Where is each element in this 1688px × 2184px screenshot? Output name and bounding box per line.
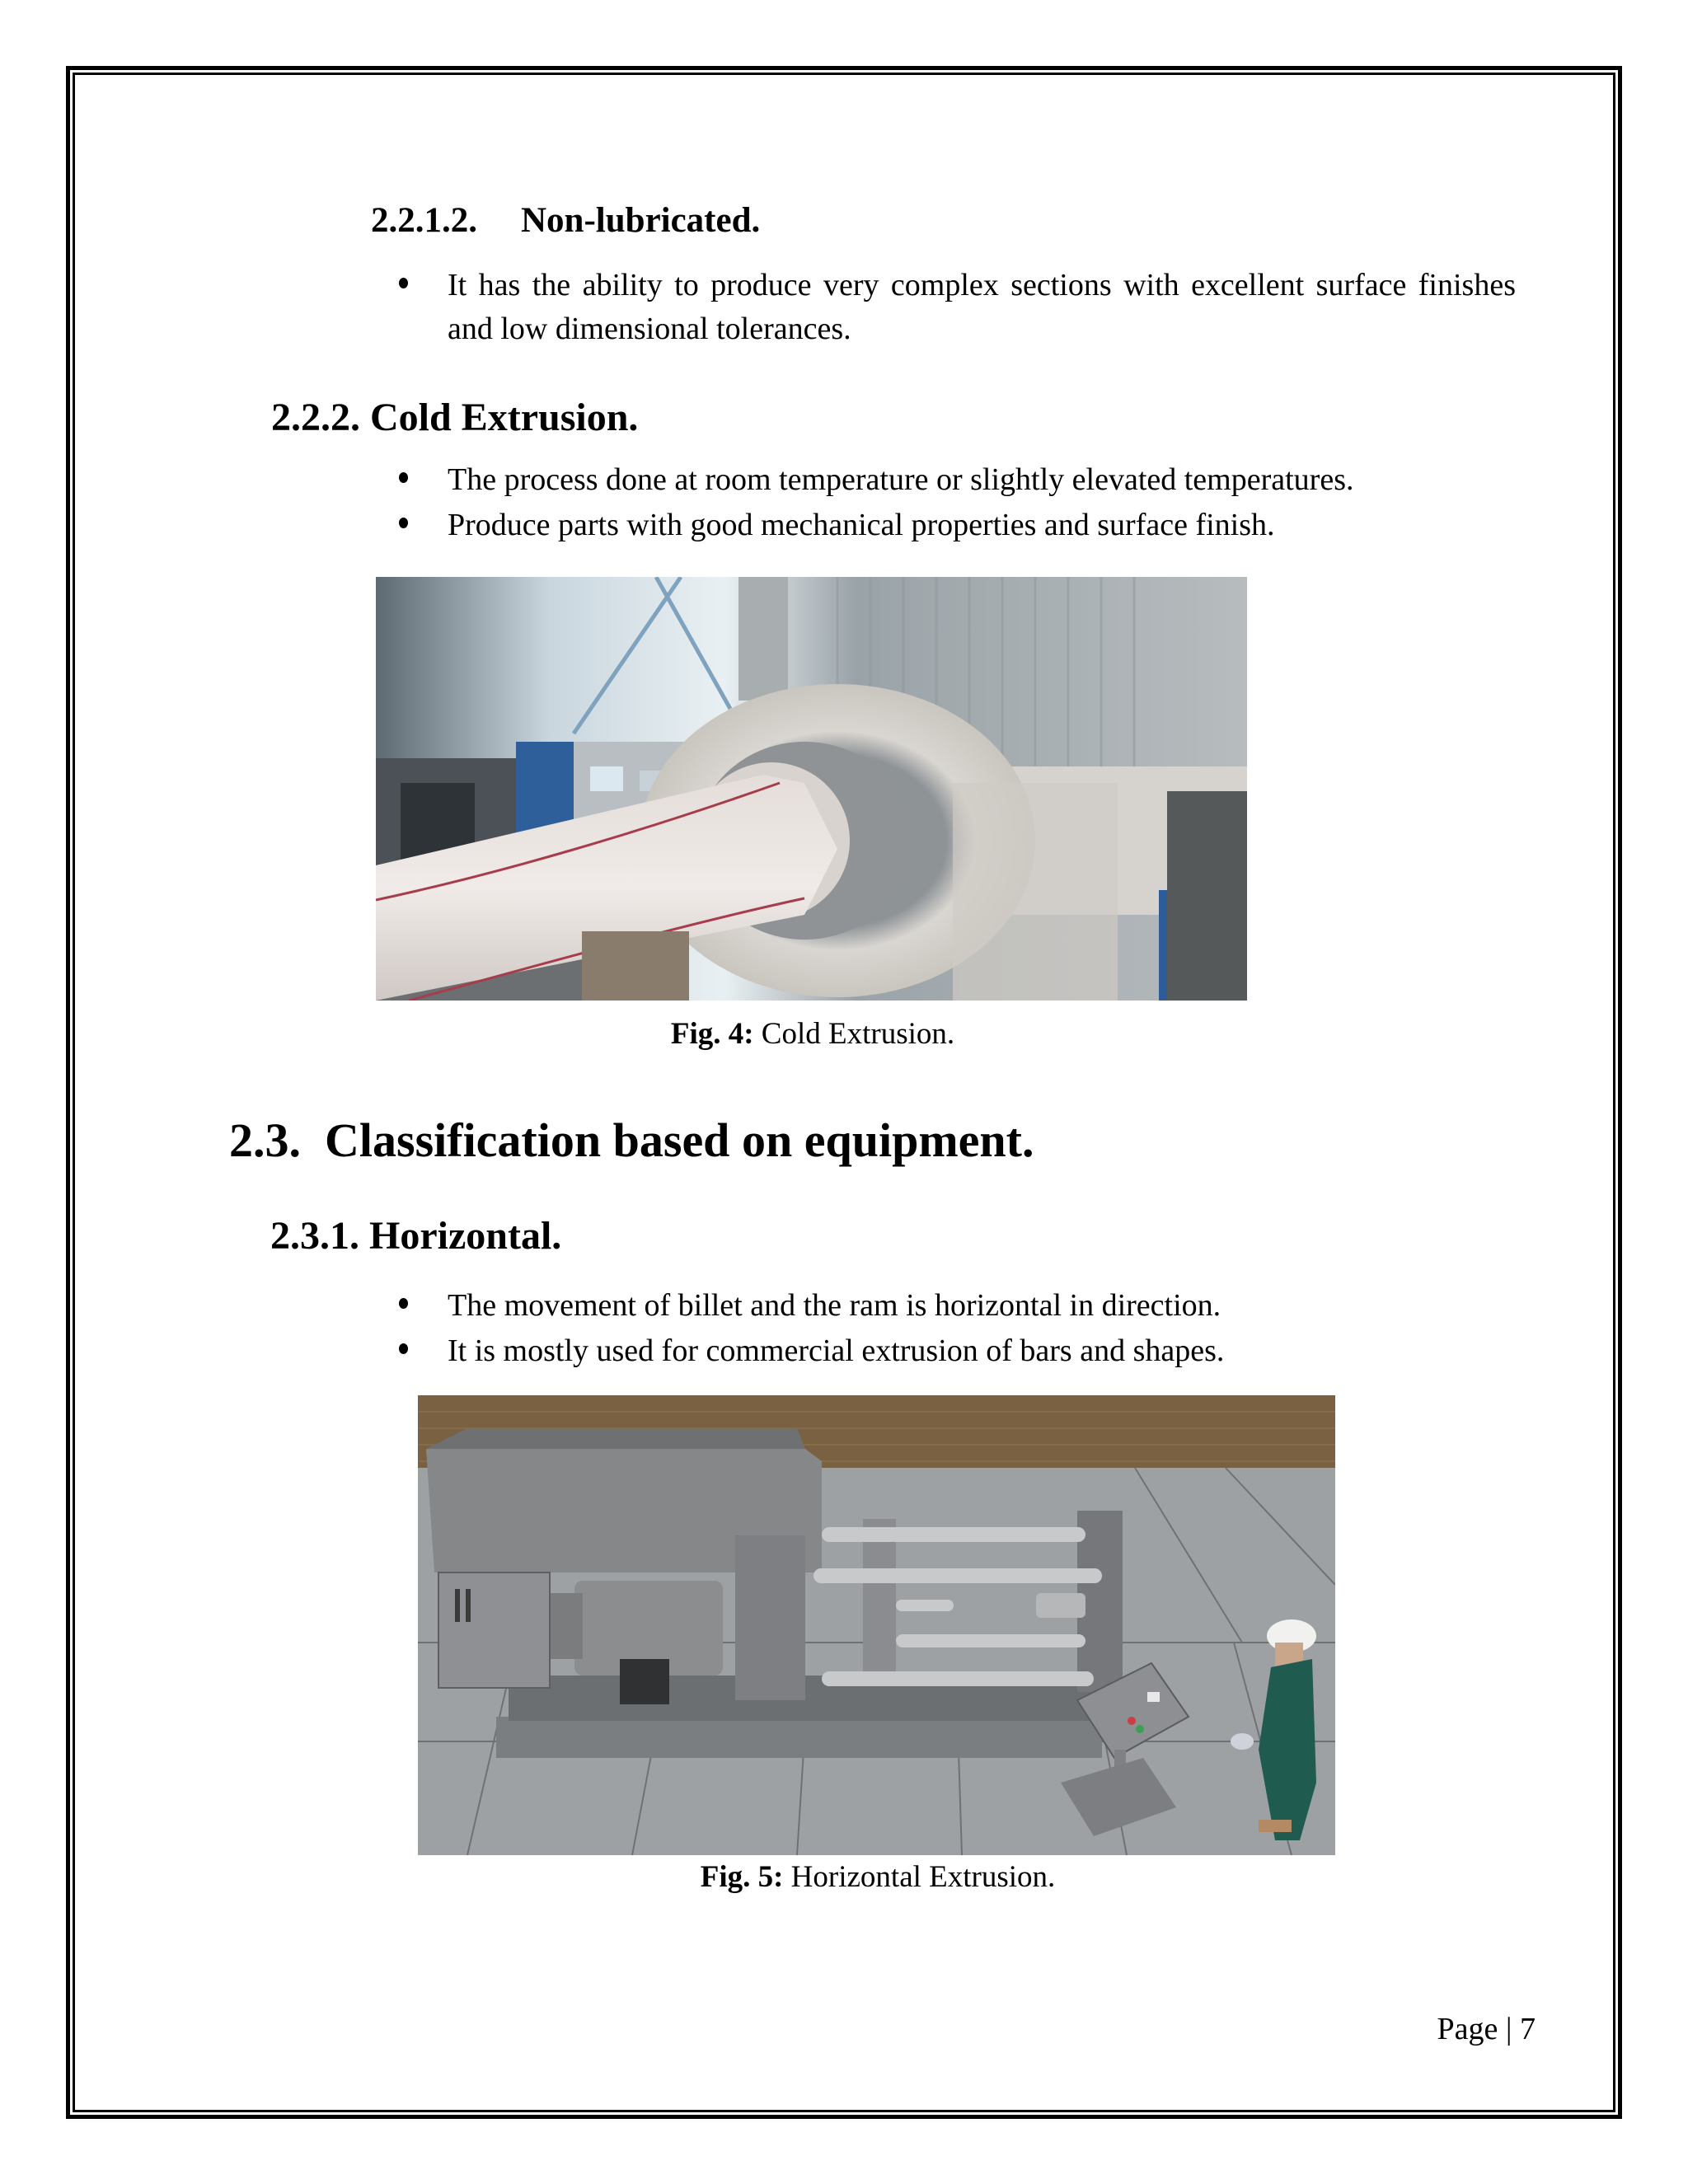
figure-5-caption-text: Horizontal Extrusion. (783, 1860, 1056, 1894)
bullet-text: The process done at room temperature or slightly elevated temperatures. (448, 462, 1354, 497)
figure-4-caption (623, 1019, 1002, 1049)
bullet-icon (399, 1343, 408, 1354)
figure-4-cold-extrusion-photo (376, 577, 1247, 1001)
heading-2-2-2: 2.2.2. Cold Extrusion. (271, 396, 639, 439)
bullet-text: It is mostly used for commercial extrusion of bars and shapes. (448, 1333, 1225, 1368)
bullet-icon (399, 1298, 408, 1309)
heading-2-2-1-2-number: 2.2.1.2. (371, 201, 477, 240)
bullet-text: The movement of billet and the ram is horizontal in direction. (448, 1288, 1221, 1323)
figure-5-caption (659, 1862, 1096, 1892)
bullet-text-line: It has the ability to produce very complex sections with excellent surface finishes (448, 268, 1516, 302)
page-number: Page | 7 (1437, 2012, 1536, 2046)
horizontal-extrusion-press-icon (418, 1395, 1335, 1855)
bullet-icon (399, 472, 408, 483)
figure-5-horizontal-extrusion-render (418, 1395, 1335, 1855)
figure-4-label: Fig. 4: (670, 1017, 754, 1051)
bullet-text: Produce parts with good mechanical properties and surface finish. (448, 508, 1275, 542)
heading-2-3-1: 2.3.1. Horizontal. (270, 1214, 562, 1258)
figure-5-label: Fig. 5: (700, 1860, 784, 1894)
figure-4-caption-text: Cold Extrusion. (753, 1017, 955, 1051)
heading-2-3: 2.3. Classification based on equipment. (229, 1113, 1034, 1167)
bullet-text-line: and low dimensional tolerances. (448, 312, 851, 346)
bullet-icon (399, 278, 408, 288)
pipe-extrusion-photo-icon (376, 577, 1247, 1001)
bullet-icon (399, 518, 408, 528)
heading-2-2-1-2-title: Non-lubricated. (521, 201, 761, 240)
